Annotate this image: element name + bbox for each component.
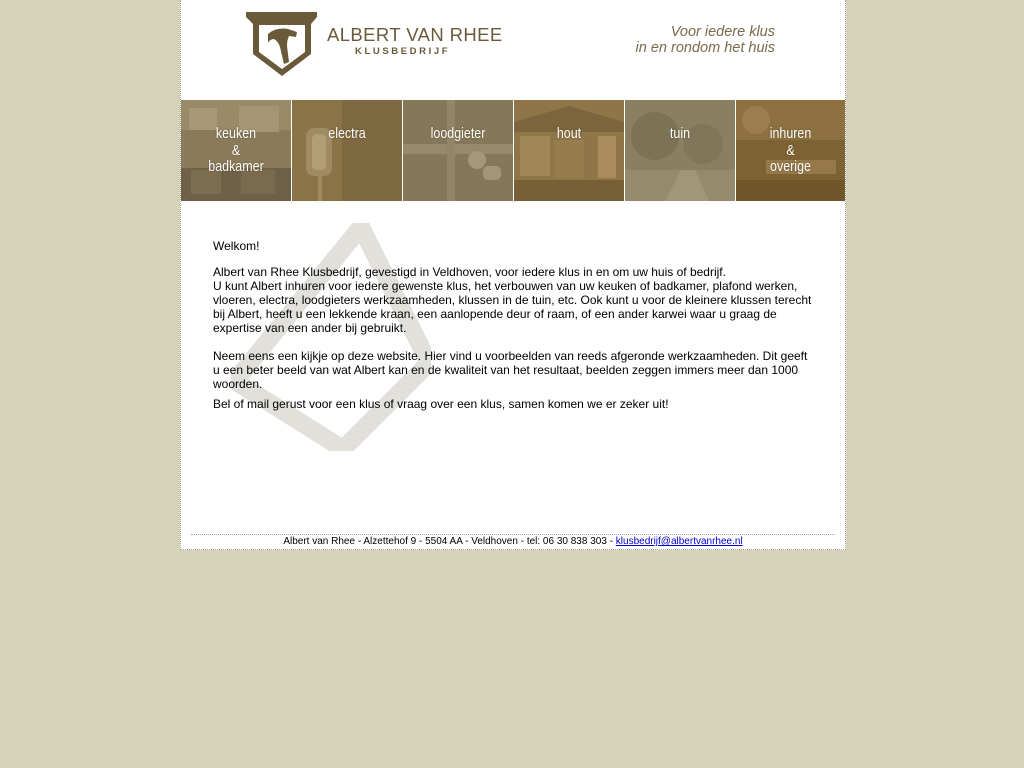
nav-label (411, 126, 506, 143)
hammer-shield-icon (243, 10, 321, 80)
nav-label (300, 126, 395, 143)
nav-label-line: tuin (669, 126, 691, 142)
pipe-photo-icon (403, 100, 513, 201)
tagline-line-1: Voor iedere klus (670, 24, 775, 40)
wood-shed-photo-icon (514, 100, 624, 201)
header (181, 0, 845, 100)
garden-photo-icon (625, 100, 735, 201)
nav-item-loodgieter[interactable] (403, 100, 513, 201)
footer-email-link[interactable]: klusbedrijf@albertvanrhee.nl (615, 536, 743, 547)
nav-item-electra[interactable] (292, 100, 402, 201)
logo[interactable] (243, 10, 321, 85)
nav-item-tuin[interactable] (625, 100, 735, 201)
contact-paragraph: Bel of mail gerust voor een klus of vraag over een klus, samen komen we er zeker uit! (213, 397, 669, 411)
nav-label (522, 126, 617, 143)
website-paragraph: Neem eens een kijkje op deze website. Hier vind u voorbeelden van reeds afgeronde werkzaamheden. Dit geeft u een beter beeld van wat Albert kan en de kwaliteit van het resultaat, beelden zeggen immers meer dan 1000 woorden. (213, 349, 808, 391)
nav-label-line: overige (770, 159, 811, 175)
nav-label-line: electra (328, 126, 366, 142)
intro-line-1: Albert van Rhee Klusbedrijf, gevestigd in Veldhoven, voor iedere klus in en om uw huis of bedrijf. (213, 265, 726, 279)
brand-name: ALBERT VAN RHEE (327, 24, 503, 45)
nav-label-line: hout (556, 126, 582, 142)
nav-label-line: & (786, 142, 795, 159)
tagline-line-2: in en rondom het huis (635, 40, 775, 56)
nav-label-line: loodgieter (430, 126, 486, 142)
nav-item-keuken-badkamer[interactable] (181, 100, 291, 201)
welcome-text (213, 239, 815, 411)
nav-item-inhuren-overige[interactable] (736, 100, 845, 201)
tagline (636, 24, 775, 56)
main-navigation (181, 100, 845, 201)
greeting: Welkom! (213, 239, 260, 253)
nav-label-line: & (231, 142, 241, 159)
nav-item-hout[interactable] (514, 100, 624, 201)
nav-label (744, 126, 838, 176)
intro-paragraph: U kunt Albert inhuren voor iedere gewenste klus, het verbouwen van uw keuken of badkamer, plafond werken, vloeren, electra, loodgieters werkzaamheden, klussen in de tuin, etc. Ook kunt u voor de kleinere klussen terecht bij Albert, heeft u een lekkende kraan, een aanlopende deur of raam, of een ander karwei waar u graag de expertise van een ander bij gebruikt. (213, 279, 812, 335)
main-content (181, 201, 845, 533)
nav-label-line: badkamer (208, 159, 264, 175)
nav-label-line: inhuren (769, 126, 812, 142)
plug-photo-icon (292, 100, 402, 201)
nav-label (189, 126, 284, 176)
footer (191, 534, 835, 548)
nav-label-line: keuken (215, 126, 257, 142)
brand-subtitle: KLUSBEDRIJF (355, 46, 451, 57)
nav-label (633, 126, 728, 143)
page-container (180, 0, 846, 550)
footer-address: Albert van Rhee - Alzettehof 9 - 5504 AA - Veldhoven - tel: 06 30 838 303 - (283, 536, 616, 547)
